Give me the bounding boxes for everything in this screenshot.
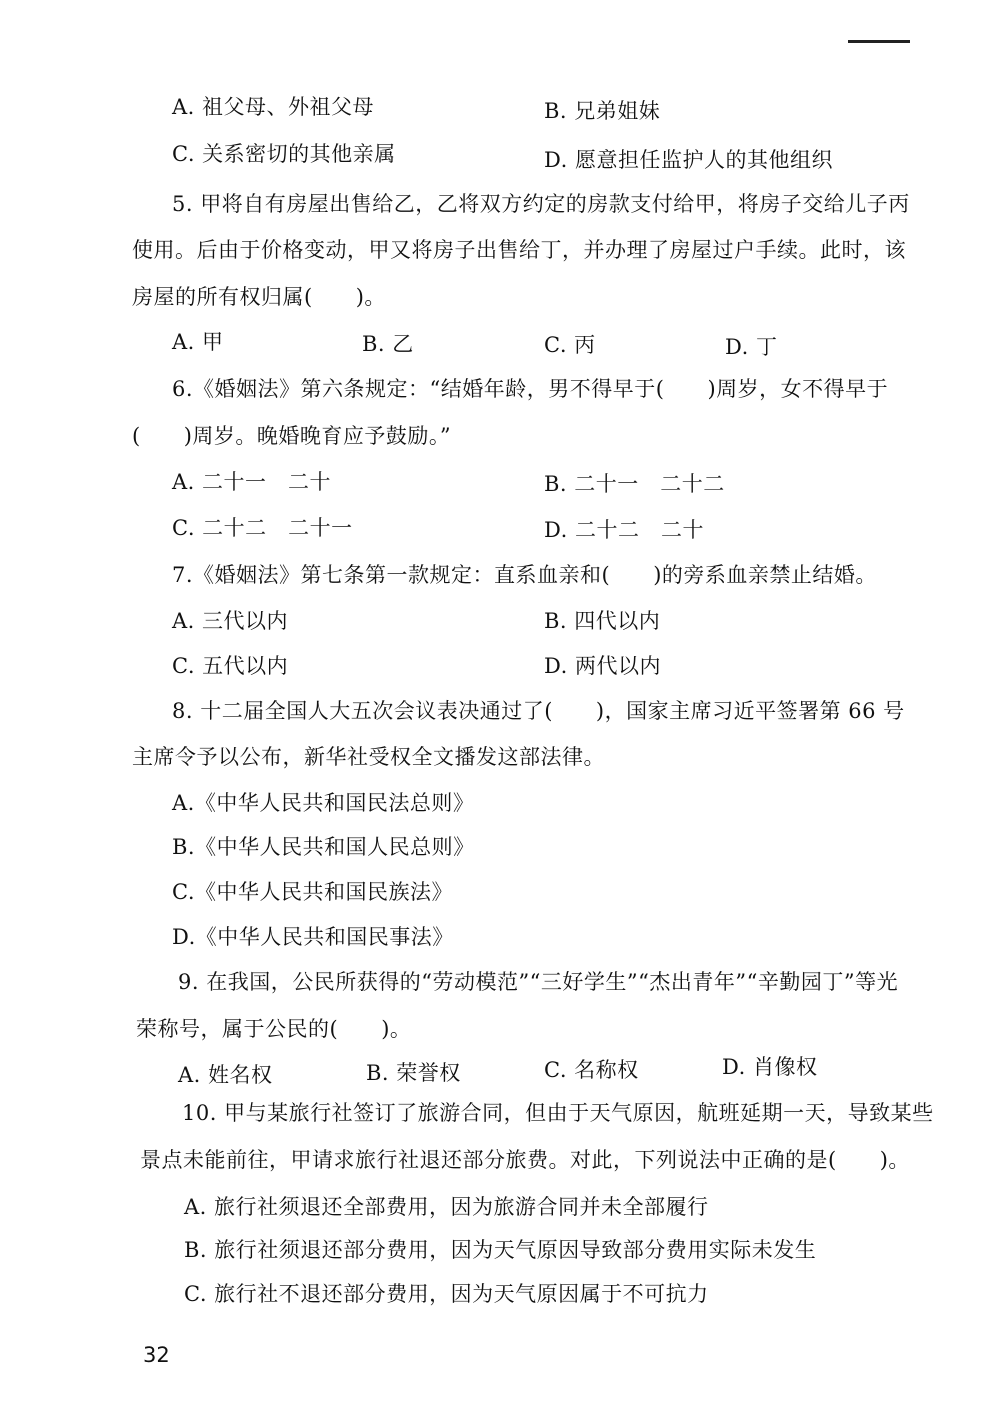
- page-number: 32: [143, 1343, 170, 1367]
- q8-stem-line1: 8. 十二届全国人大五次会议表决通过了( )，国家主席习近平签署第 66 号: [172, 699, 905, 723]
- q6-option-b: B. 二十一 二十二: [544, 472, 725, 496]
- q6-option-d: D. 二十二 二十: [544, 518, 704, 542]
- q4-option-b: B. 兄弟姐妹: [544, 99, 661, 123]
- q6-option-c: C. 二十二 二十一: [172, 516, 353, 540]
- q5-stem-line1: 5. 甲将自有房屋出售给乙，乙将双方约定的房款支付给甲，将房子交给儿子丙: [172, 192, 910, 216]
- q9-option-d: D. 肖像权: [722, 1055, 818, 1079]
- q5-option-c: C. 丙: [544, 333, 596, 357]
- q7-stem-line1: 7.《婚姻法》第七条第一款规定：直系血亲和( )的旁系血亲禁止结婚。: [172, 563, 877, 587]
- q4-option-c: C. 关系密切的其他亲属: [172, 142, 396, 166]
- q9-option-b: B. 荣誉权: [366, 1061, 461, 1085]
- q7-option-d: D. 两代以内: [544, 654, 661, 678]
- q10-option-a: A. 旅行社须退还全部费用，因为旅游合同并未全部履行: [184, 1195, 709, 1219]
- q9-stem-line2: 荣称号，属于公民的( )。: [136, 1017, 412, 1041]
- q9-stem-line1: 9. 在我国，公民所获得的“劳动模范”“三好学生”“杰出青年”“辛勤园丁”等光: [178, 970, 899, 994]
- q6-stem-line1: 6.《婚姻法》第六条规定：“结婚年龄，男不得早于( )周岁，女不得早于: [172, 377, 889, 401]
- q5-option-b: B. 乙: [362, 332, 414, 356]
- q10-stem-line1: 10. 甲与某旅行社签订了旅游合同，但由于天气原因，航班延期一天，导致某些: [182, 1101, 934, 1125]
- q8-option-b: B.《中华人民共和国人民总则》: [172, 835, 475, 859]
- q7-option-c: C. 五代以内: [172, 654, 289, 678]
- q9-option-c: C. 名称权: [544, 1058, 639, 1082]
- q9-option-a: A. 姓名权: [178, 1063, 273, 1087]
- q8-option-d: D.《中华人民共和国民事法》: [172, 925, 454, 949]
- q10-option-c: C. 旅行社不退还部分费用，因为天气原因属于不可抗力: [184, 1282, 709, 1306]
- q8-stem-line2: 主席令予以公布，新华社受权全文播发这部法律。: [132, 745, 605, 769]
- q5-option-d: D. 丁: [725, 335, 778, 359]
- q10-option-b: B. 旅行社须退还部分费用，因为天气原因导致部分费用实际未发生: [184, 1238, 817, 1262]
- q5-stem-line3: 房屋的所有权归属( )。: [132, 285, 386, 309]
- q4-option-a: A. 祖父母、外祖父母: [172, 95, 375, 119]
- header-rule: [848, 40, 910, 43]
- q6-stem-line2: ( )周岁。晚婚晚育应予鼓励。”: [132, 424, 452, 448]
- q5-option-a: A. 甲: [172, 330, 224, 354]
- q8-option-c: C.《中华人民共和国民族法》: [172, 880, 453, 904]
- q8-option-a: A.《中华人民共和国民法总则》: [172, 791, 475, 815]
- q6-option-a: A. 二十一 二十: [172, 470, 332, 494]
- q7-option-b: B. 四代以内: [544, 609, 661, 633]
- q10-stem-line2: 景点未能前往，甲请求旅行社退还部分旅费。对此，下列说法中正确的是( )。: [140, 1148, 910, 1172]
- q7-option-a: A. 三代以内: [172, 609, 289, 633]
- q4-option-d: D. 愿意担任监护人的其他组织: [544, 148, 833, 172]
- q5-stem-line2: 使用。后由于价格变动，甲又将房子出售给丁，并办理了房屋过户手续。此时，该: [132, 238, 906, 262]
